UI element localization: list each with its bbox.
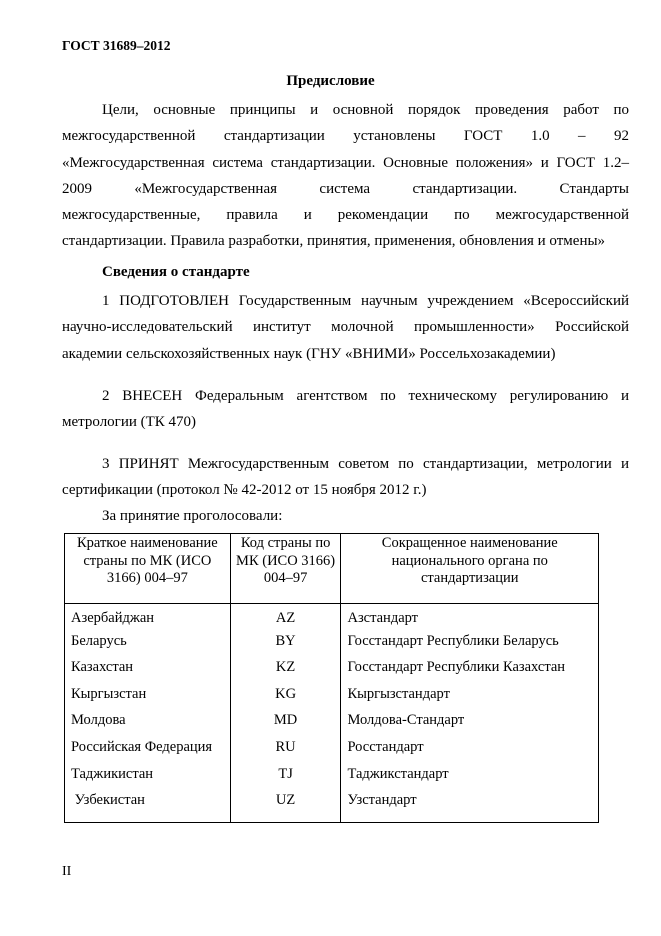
item1-line: академии сельскохозяйственных наук (ГНУ «ВНИМИ» Россельхозакадемии) xyxy=(62,345,556,362)
intro-line: «Межгосударственная система стандартизации. Основные положения» и ГОСТ 1.2– xyxy=(62,154,629,171)
item1-line: 1 ПОДГОТОВЛЕН Государственным научным учреждением «Всероссийский xyxy=(102,293,629,309)
national-body: Узстандарт xyxy=(341,790,599,823)
intro-line: Цели, основные принципы и основной порядок проведения работ по xyxy=(102,102,629,118)
table-row xyxy=(65,631,599,658)
country-name: Российская Федерация xyxy=(65,737,231,764)
national-body: Госстандарт Республики Беларусь xyxy=(341,631,599,658)
section-heading: Сведения о стандарте xyxy=(102,264,250,280)
national-body: Азстандарт xyxy=(341,604,599,631)
country-name: Таджикистан xyxy=(65,764,231,791)
table-row xyxy=(65,790,599,823)
intro-line: межгосударственной стандартизации установлены ГОСТ 1.0 – 92 xyxy=(62,128,629,145)
item3-line: 3 ПРИНЯТ Межгосударственным советом по стандартизации, метрологии и xyxy=(102,456,629,472)
country-name: Азербайджан xyxy=(65,604,231,631)
item3-paragraph xyxy=(62,451,629,504)
national-body: Госстандарт Республики Казахстан xyxy=(341,657,599,684)
country-name: Кыргызстан xyxy=(65,684,231,711)
country-code: KG xyxy=(230,684,341,711)
table-row xyxy=(65,604,599,631)
country-name: Беларусь xyxy=(65,631,231,658)
intro-paragraph xyxy=(62,97,629,255)
intro-line: межгосударственные, правила и рекомендации по межгосударственной xyxy=(62,207,629,224)
intro-line: 2009 «Межгосударственная система стандартизации. Стандарты xyxy=(62,180,629,197)
document-code-header: ГОСТ 31689–2012 xyxy=(62,38,171,53)
country-name: Узбекистан xyxy=(65,790,231,823)
table-row xyxy=(65,710,599,737)
header-country-name: Краткое наименование страны по МК (ИСО 3166) 004–97 xyxy=(65,534,231,604)
item1-paragraph xyxy=(62,288,629,367)
country-code: RU xyxy=(230,737,341,764)
country-name: Казахстан xyxy=(65,657,231,684)
table-header-row xyxy=(65,534,599,604)
intro-line: стандартизации. Правила разработки, принятия, применения, обновления и отмены» xyxy=(62,233,606,250)
header-national-body: Сокращенное наименование национального органа по стандартизации xyxy=(341,534,599,604)
table-row xyxy=(65,657,599,684)
national-body: Росстандарт xyxy=(341,737,599,764)
national-body: Кыргызстандарт xyxy=(341,684,599,711)
country-name: Молдова xyxy=(65,710,231,737)
item3-line: сертификации (протокол № 42-2012 от 15 ноября 2012 г.) xyxy=(62,482,427,499)
page-number: II xyxy=(62,864,72,879)
country-code: AZ xyxy=(230,604,341,631)
national-body: Молдова-Стандарт xyxy=(341,710,599,737)
country-code: UZ xyxy=(230,790,341,823)
member-states-table xyxy=(64,533,599,823)
header-country-code: Код страны по МК (ИСО 3166) 004–97 xyxy=(230,534,341,604)
country-code: TJ xyxy=(230,764,341,791)
page-title: Предисловие xyxy=(286,73,375,89)
country-code: KZ xyxy=(230,657,341,684)
country-code: BY xyxy=(230,631,341,658)
table-row xyxy=(65,764,599,791)
item2-line: 2 ВНЕСЕН Федеральным агентством по техническому регулированию и xyxy=(102,388,629,404)
national-body: Таджикстандарт xyxy=(341,764,599,791)
item2-line: метрологии (ТК 470) xyxy=(62,414,197,431)
table-row xyxy=(65,737,599,764)
country-code: MD xyxy=(230,710,341,737)
item1-line: научно-исследовательский институт молочной промышленности» Российской xyxy=(62,319,629,336)
item2-paragraph xyxy=(62,383,629,436)
table-row xyxy=(65,684,599,711)
vote-label: За принятие проголосовали: xyxy=(102,508,283,524)
